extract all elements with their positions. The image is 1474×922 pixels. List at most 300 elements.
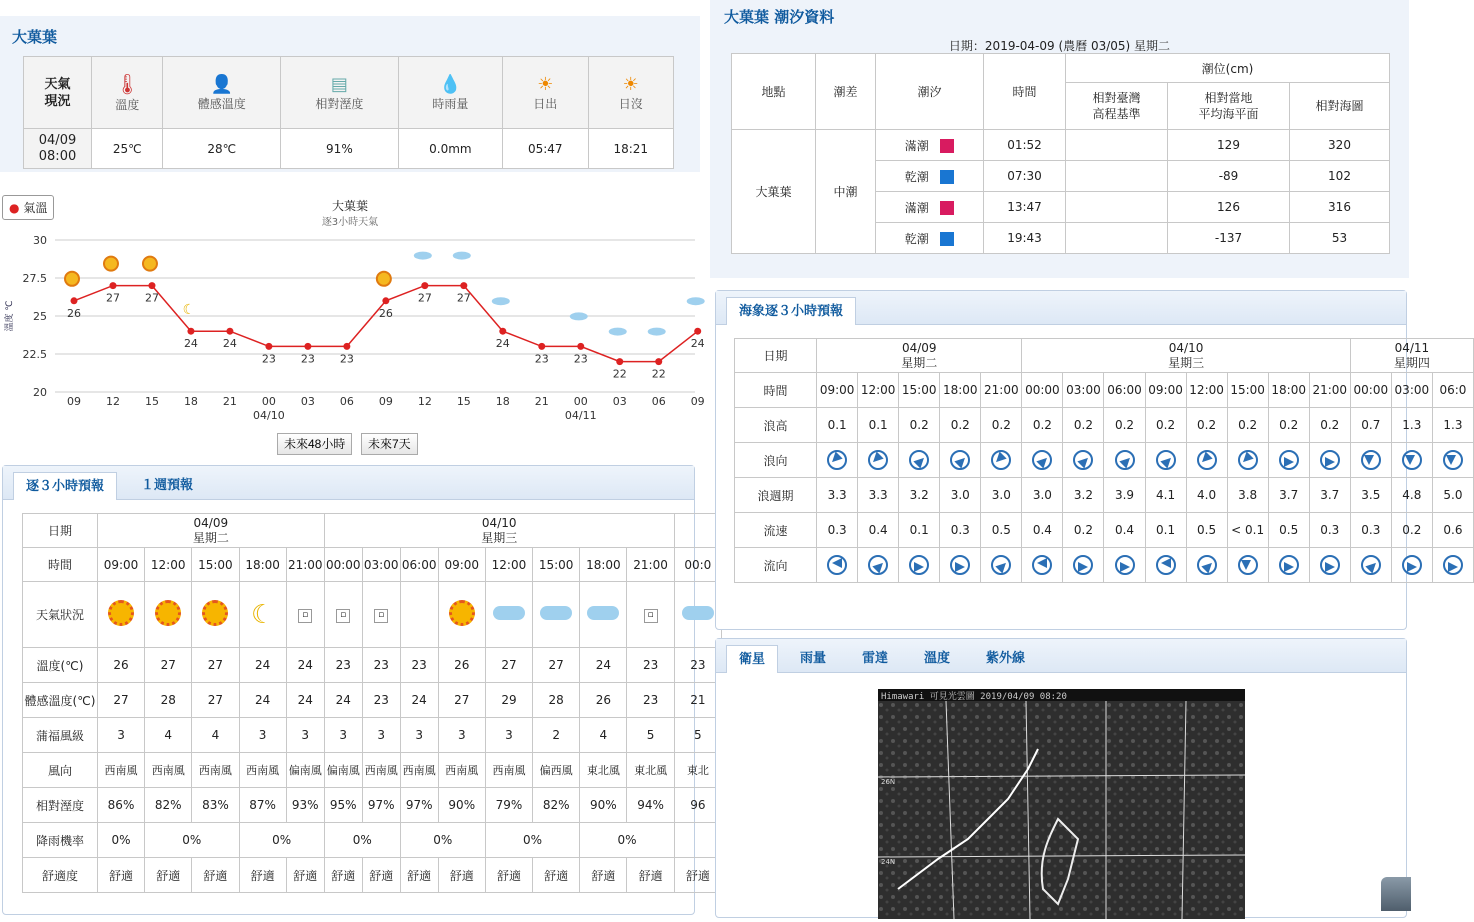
- marine-wave: 0.2: [940, 408, 981, 443]
- forecast-hum: 82%: [533, 788, 580, 823]
- direction-arrow-icon: [1279, 555, 1299, 575]
- weather-cell: [438, 582, 485, 648]
- direction-arrow-icon: [1238, 555, 1258, 575]
- wave-direction-cell: [1104, 443, 1145, 478]
- tab-marine[interactable]: 海象逐３小時預報: [726, 297, 856, 325]
- tab-satellite[interactable]: 衛星: [726, 645, 778, 673]
- moon-icon: ☾: [182, 302, 196, 319]
- wave-direction-cell: [940, 443, 981, 478]
- cloud-icon: [414, 252, 432, 260]
- forecast-dir: 東北風: [627, 753, 674, 788]
- data-label: 27: [105, 291, 120, 305]
- chart-title: 大菓葉: [331, 199, 368, 213]
- tide-level-b: -137: [1168, 223, 1290, 254]
- tide-title: 大菓葉 潮汐資料: [724, 8, 835, 26]
- forecast-temp: 27: [533, 648, 580, 683]
- x-tick-label: 09: [67, 395, 81, 408]
- sun-icon: [377, 272, 391, 286]
- row-label: 時間: [735, 373, 817, 408]
- data-point: [304, 343, 311, 350]
- tide-time: 19:43: [984, 223, 1066, 254]
- forecast-rain: 0%: [485, 823, 579, 858]
- data-point: [655, 358, 662, 365]
- forecast-dir: 西南風: [400, 753, 438, 788]
- marine-period: 3.3: [858, 478, 899, 513]
- data-label: 27: [417, 291, 432, 305]
- forecast-wind: 3: [286, 718, 324, 753]
- marine-tabbar: [716, 291, 1406, 325]
- tide-level-c: 102: [1290, 161, 1390, 192]
- wave-direction-cell: [1227, 443, 1268, 478]
- broken-image-icon: ▫: [644, 609, 658, 623]
- x-tick-label: 09: [690, 395, 705, 408]
- row-label: 日期: [23, 514, 98, 548]
- marine-speed: 0.3: [940, 513, 981, 548]
- tide-h-place: 地點: [732, 54, 816, 130]
- current-humidity: 91%: [281, 129, 399, 169]
- marine-time: 03:00: [1063, 373, 1104, 408]
- data-label: 24: [183, 337, 198, 351]
- forecast-rain: 0%: [145, 823, 239, 858]
- current-direction-cell: [858, 548, 899, 583]
- direction-arrow-icon: [950, 555, 970, 575]
- forecast-wind: 4: [192, 718, 239, 753]
- direction-arrow-icon: [905, 446, 933, 474]
- x-tick-label: 12: [417, 395, 432, 408]
- marine-time: 21:00: [981, 373, 1022, 408]
- current-direction-cell: [1432, 548, 1473, 583]
- row-label: 浪高: [735, 408, 817, 443]
- tab-uv[interactable]: 紫外線: [986, 651, 1026, 666]
- y-tick-label: 30: [33, 234, 47, 247]
- direction-arrow-icon: [946, 446, 974, 474]
- row-label: 風向: [23, 753, 98, 788]
- marine-period: 3.3: [817, 478, 858, 513]
- forecast-rain: 0%: [97, 823, 144, 858]
- current-direction-cell: [1145, 548, 1186, 583]
- forecast-comfort: 舒適: [438, 858, 485, 893]
- data-label: 26: [378, 306, 393, 320]
- forecast-comfort: 舒適: [400, 858, 438, 893]
- forecast-comfort: 舒適: [324, 858, 362, 893]
- next-48h-button[interactable]: 未來48小時: [277, 433, 352, 455]
- direction-arrow-icon: [1110, 446, 1138, 474]
- cloud-icon: [453, 252, 471, 260]
- x-tick-label: 18: [495, 395, 510, 408]
- marine-wave: 0.1: [817, 408, 858, 443]
- location-title: 大菓葉: [12, 28, 58, 46]
- marine-wave: 0.2: [1186, 408, 1227, 443]
- data-label: 22: [612, 367, 627, 381]
- marine-time: 03:00: [1391, 373, 1432, 408]
- cloud-icon: [648, 328, 666, 336]
- marine-period: 3.9: [1104, 478, 1145, 513]
- wave-direction-cell: [1391, 443, 1432, 478]
- sun-icon: [104, 257, 118, 271]
- data-label: 27: [144, 291, 159, 305]
- forecast-hum: 96: [674, 788, 721, 823]
- current-label: 天氣 現況: [24, 57, 92, 129]
- forecast-dir: 西南風: [97, 753, 144, 788]
- forecast-temp: 23: [324, 648, 362, 683]
- tide-level-c: 316: [1290, 192, 1390, 223]
- forecast-feel: 28: [533, 683, 580, 718]
- forecast-temp: 24: [580, 648, 627, 683]
- satellite-image[interactable]: [878, 689, 1245, 919]
- marine-wave: 0.7: [1350, 408, 1391, 443]
- marine-wave: 1.3: [1432, 408, 1473, 443]
- temp-header: 🌡 溫度: [92, 57, 163, 129]
- forecast-temp: 24: [239, 648, 286, 683]
- wave-direction-cell: [899, 443, 940, 478]
- forecast-time: 12:00: [145, 548, 192, 582]
- direction-arrow-icon: [1032, 555, 1052, 575]
- wave-direction-cell: [1145, 443, 1186, 478]
- forecast-time: 15:00: [533, 548, 580, 582]
- marine-wave: 0.2: [1145, 408, 1186, 443]
- data-point: [616, 358, 623, 365]
- tide-h-time: 時間: [984, 54, 1066, 130]
- direction-arrow-icon: [1443, 555, 1463, 575]
- forecast-temp: 23: [362, 648, 400, 683]
- direction-arrow-icon: [1073, 555, 1093, 575]
- y-tick-label: 25: [33, 310, 47, 323]
- forecast-time: 12:00: [485, 548, 532, 582]
- marine-speed: 0.3: [817, 513, 858, 548]
- wave-direction-cell: [1350, 443, 1391, 478]
- tide-level-c: 53: [1290, 223, 1390, 254]
- cloud-icon: [587, 606, 619, 620]
- temperature-chart: [0, 190, 705, 460]
- marine-speed: 0.1: [1145, 513, 1186, 548]
- sun-icon: [449, 600, 475, 626]
- forecast-wind: 3: [97, 718, 144, 753]
- marine-period: 3.7: [1309, 478, 1350, 513]
- sunrise-header: ☀ 日出: [503, 57, 588, 129]
- marine-period: 3.5: [1350, 478, 1391, 513]
- forecast-hum: 79%: [485, 788, 532, 823]
- tide-level-a: [1066, 192, 1168, 223]
- weather-cell: [286, 582, 324, 648]
- forecast-tabbar: [3, 466, 694, 500]
- y-tick-label: 22.5: [22, 348, 47, 361]
- marine-date: 04/10 星期三: [1022, 339, 1350, 373]
- marine-speed: 0.2: [1391, 513, 1432, 548]
- marine-wave: 0.2: [1309, 408, 1350, 443]
- data-label: 23: [300, 352, 315, 366]
- direction-arrow-icon: [987, 446, 1015, 474]
- marine-speed: 0.5: [1186, 513, 1227, 548]
- weather-cell: [362, 582, 400, 648]
- direction-arrow-icon: [827, 555, 847, 575]
- next-7day-button[interactable]: 未來7天: [361, 433, 418, 455]
- forecast-hum: 90%: [580, 788, 627, 823]
- weather-cell: [239, 582, 286, 648]
- current-direction-cell: [1227, 548, 1268, 583]
- marine-date: 04/11 星期四: [1350, 339, 1473, 373]
- tab-rainfall[interactable]: 雨量: [800, 651, 827, 666]
- marine-time: 00:00: [1350, 373, 1391, 408]
- marine-speed: 0.6: [1432, 513, 1473, 548]
- forecast-feel: 26: [580, 683, 627, 718]
- weather-cell: [533, 582, 580, 648]
- tide-level-b: -89: [1168, 161, 1290, 192]
- direction-arrow-icon: [1279, 450, 1299, 470]
- forecast-dir: 東北: [674, 753, 721, 788]
- forecast-feel: 24: [400, 683, 438, 718]
- forecast-comfort: 舒適: [239, 858, 286, 893]
- data-point: [382, 297, 389, 304]
- direction-arrow-icon: [1443, 450, 1463, 470]
- data-label: 24: [222, 337, 237, 351]
- forecast-hum: 87%: [239, 788, 286, 823]
- row-label: 蒲福風級: [23, 718, 98, 753]
- marine-speed: 0.3: [1309, 513, 1350, 548]
- forecast-table: [22, 513, 722, 893]
- tide-date: 日期：2019-04-09 (農曆 03/05) 星期二: [948, 39, 1171, 53]
- wave-direction-cell: [1022, 443, 1063, 478]
- marine-period: 4.0: [1186, 478, 1227, 513]
- forecast-hum: 97%: [400, 788, 438, 823]
- tide-place: 大菓葉: [732, 130, 816, 254]
- weather-cell: [145, 582, 192, 648]
- tide-type: 滿潮: [876, 192, 984, 223]
- x-tick-label: 06: [339, 395, 354, 408]
- forecast-temp: 23: [400, 648, 438, 683]
- x-tick-label: 15: [144, 395, 159, 408]
- row-label: 降雨機率: [23, 823, 98, 858]
- forecast-wind: 3: [400, 718, 438, 753]
- data-point: [421, 282, 428, 289]
- marine-speed: 0.4: [858, 513, 899, 548]
- forecast-wind: 3: [438, 718, 485, 753]
- tide-time: 01:52: [984, 130, 1066, 161]
- current-temp: 25℃: [92, 129, 163, 169]
- direction-arrow-icon: [1156, 555, 1176, 575]
- satellite-panel: [715, 638, 1407, 918]
- forecast-wind: 3: [324, 718, 362, 753]
- forecast-rain: 0%: [239, 823, 324, 858]
- wave-direction-cell: [981, 443, 1022, 478]
- marine-period: 3.0: [981, 478, 1022, 513]
- data-label: 23: [534, 352, 549, 366]
- direction-arrow-icon: [987, 551, 1015, 579]
- forecast-time: 09:00: [97, 548, 144, 582]
- forecast-feel: 27: [192, 683, 239, 718]
- current-direction-cell: [899, 548, 940, 583]
- forecast-rain: 0%: [400, 823, 485, 858]
- weather-cell: [192, 582, 239, 648]
- direction-arrow-icon: [1233, 446, 1261, 474]
- broken-image-icon: ▫: [298, 609, 312, 623]
- forecast-comfort: 舒適: [674, 858, 721, 893]
- tab-temperature[interactable]: 溫度: [924, 651, 951, 666]
- tide-type: 乾潮: [876, 223, 984, 254]
- forecast-comfort: 舒適: [580, 858, 627, 893]
- row-label: 相對溼度: [23, 788, 98, 823]
- direction-arrow-icon: [1402, 450, 1422, 470]
- forecast-time: 18:00: [580, 548, 627, 582]
- current-direction-cell: [1104, 548, 1145, 583]
- wave-direction-cell: [817, 443, 858, 478]
- forecast-hum: 97%: [362, 788, 400, 823]
- forecast-time: 06:00: [400, 548, 438, 582]
- x-date-label: 04/10: [253, 409, 285, 422]
- current-direction-cell: [1268, 548, 1309, 583]
- x-tick-label: 18: [183, 395, 198, 408]
- forecast-time: 03:00: [362, 548, 400, 582]
- forecast-temp: 23: [674, 648, 721, 683]
- tide-h-tide: 潮汐: [876, 54, 984, 130]
- forecast-hum: 93%: [286, 788, 324, 823]
- direction-arrow-icon: [1402, 555, 1422, 575]
- forecast-temp: 27: [485, 648, 532, 683]
- cloud-icon: [687, 297, 705, 305]
- forecast-comfort: 舒適: [533, 858, 580, 893]
- direction-arrow-icon: [1320, 450, 1340, 470]
- marine-time: 06:00: [1104, 373, 1145, 408]
- current-direction-cell: [1350, 548, 1391, 583]
- x-tick-label: 00: [261, 395, 276, 408]
- data-label: 22: [651, 367, 666, 381]
- marine-speed: 0.1: [899, 513, 940, 548]
- forecast-temp: 27: [145, 648, 192, 683]
- forecast-time: 00:00: [324, 548, 362, 582]
- forecast-temp: 23: [627, 648, 674, 683]
- forecast-feel: 24: [324, 683, 362, 718]
- row-label: 浪向: [735, 443, 817, 478]
- row-label: 天氣狀況: [23, 582, 98, 648]
- forecast-hum: 94%: [627, 788, 674, 823]
- direction-arrow-icon: [1028, 446, 1056, 474]
- cloud-icon: [570, 312, 588, 320]
- data-point: [499, 328, 506, 335]
- forecast-comfort: 舒適: [145, 858, 192, 893]
- marine-period: 4.1: [1145, 478, 1186, 513]
- direction-arrow-icon: [1192, 446, 1220, 474]
- data-point: [71, 297, 78, 304]
- direction-arrow-icon: [864, 446, 892, 474]
- chart-legend[interactable]: ● 氣溫: [2, 195, 54, 220]
- marine-speed: 0.5: [981, 513, 1022, 548]
- tide-level-a: [1066, 130, 1168, 161]
- forecast-temp: 26: [97, 648, 144, 683]
- data-label: 24: [690, 337, 705, 351]
- x-tick-label: 12: [105, 395, 120, 408]
- row-label: 流速: [735, 513, 817, 548]
- weather-cell: [97, 582, 144, 648]
- sun-icon: [202, 600, 228, 626]
- forecast-wind: 4: [580, 718, 627, 753]
- marine-wave: 0.2: [1268, 408, 1309, 443]
- direction-arrow-icon: [1320, 555, 1340, 575]
- marine-period: 3.2: [899, 478, 940, 513]
- weather-cell: [580, 582, 627, 648]
- marine-time: 21:00: [1309, 373, 1350, 408]
- tab-weekly[interactable]: １週預報: [141, 478, 194, 493]
- tab-radar[interactable]: 雷達: [862, 651, 889, 666]
- forecast-wind: 3: [362, 718, 400, 753]
- forecast-feel: 24: [239, 683, 286, 718]
- marine-speed: 0.3: [1350, 513, 1391, 548]
- forecast-dir: 西南風: [145, 753, 192, 788]
- marine-period: 3.8: [1227, 478, 1268, 513]
- forecast-time: 21:00: [627, 548, 674, 582]
- forecast-comfort: 舒適: [192, 858, 239, 893]
- x-tick-label: 00: [573, 395, 588, 408]
- scroll-top-button[interactable]: [1381, 877, 1411, 911]
- tide-h-diff: 潮差: [816, 54, 876, 130]
- data-label: 23: [261, 352, 276, 366]
- x-tick-label: 03: [612, 395, 627, 408]
- forecast-rain: 0%: [324, 823, 400, 858]
- forecast-wind: 3: [485, 718, 532, 753]
- current-sunrise: 05:47: [503, 129, 588, 169]
- row-label: 流向: [735, 548, 817, 583]
- forecast-wind: 5: [674, 718, 721, 753]
- marine-panel: [715, 290, 1467, 630]
- marine-time: 12:00: [858, 373, 899, 408]
- satellite-map: [878, 689, 1245, 919]
- data-point: [265, 343, 272, 350]
- current-sunset: 18:21: [588, 129, 674, 169]
- row-label: 時間: [23, 548, 98, 582]
- moon-icon: ☾: [250, 599, 275, 630]
- tab-3hour[interactable]: 逐３小時預報: [13, 472, 117, 500]
- data-point: [187, 328, 194, 335]
- forecast-feel: 27: [97, 683, 144, 718]
- forecast-date: 04/09 星期二: [97, 514, 324, 548]
- marine-speed: 0.2: [1063, 513, 1104, 548]
- y-tick-label: 27.5: [22, 272, 47, 285]
- forecast-dir: 偏南風: [324, 753, 362, 788]
- direction-arrow-icon: [1115, 555, 1135, 575]
- marine-speed: < 0.1: [1227, 513, 1268, 548]
- forecast-time: 15:00: [192, 548, 239, 582]
- marine-wave: 0.2: [1063, 408, 1104, 443]
- y-axis-label: 溫度 ℃: [5, 300, 15, 332]
- sun-icon: [143, 257, 157, 271]
- forecast-temp: 27: [192, 648, 239, 683]
- forecast-dir: 西南風: [485, 753, 532, 788]
- tide-h-sub1: 相對臺灣 高程基準: [1066, 83, 1168, 130]
- current-weather-table: [23, 56, 674, 169]
- weather-cell: [485, 582, 532, 648]
- current-direction-cell: [1391, 548, 1432, 583]
- direction-arrow-icon: [1192, 551, 1220, 579]
- broken-image-icon: ▫: [336, 609, 350, 623]
- feel-header: 👤 體感溫度: [163, 57, 281, 129]
- marine-time: 06:0: [1432, 373, 1473, 408]
- row-label: 浪週期: [735, 478, 817, 513]
- marine-wave: 0.1: [858, 408, 899, 443]
- marine-time: 18:00: [1268, 373, 1309, 408]
- data-point: [460, 282, 467, 289]
- x-tick-label: 06: [651, 395, 666, 408]
- marine-period: 5.0: [1432, 478, 1473, 513]
- forecast-wind: 3: [239, 718, 286, 753]
- forecast-dir: 偏南風: [286, 753, 324, 788]
- forecast-hum: 83%: [192, 788, 239, 823]
- data-point: [226, 328, 233, 335]
- forecast-comfort: 舒適: [362, 858, 400, 893]
- forecast-wind: 4: [145, 718, 192, 753]
- sun-icon: [65, 272, 79, 286]
- direction-arrow-icon: [909, 555, 929, 575]
- tide-level-b: 129: [1168, 130, 1290, 161]
- marine-speed: 0.5: [1268, 513, 1309, 548]
- direction-arrow-icon: [864, 551, 892, 579]
